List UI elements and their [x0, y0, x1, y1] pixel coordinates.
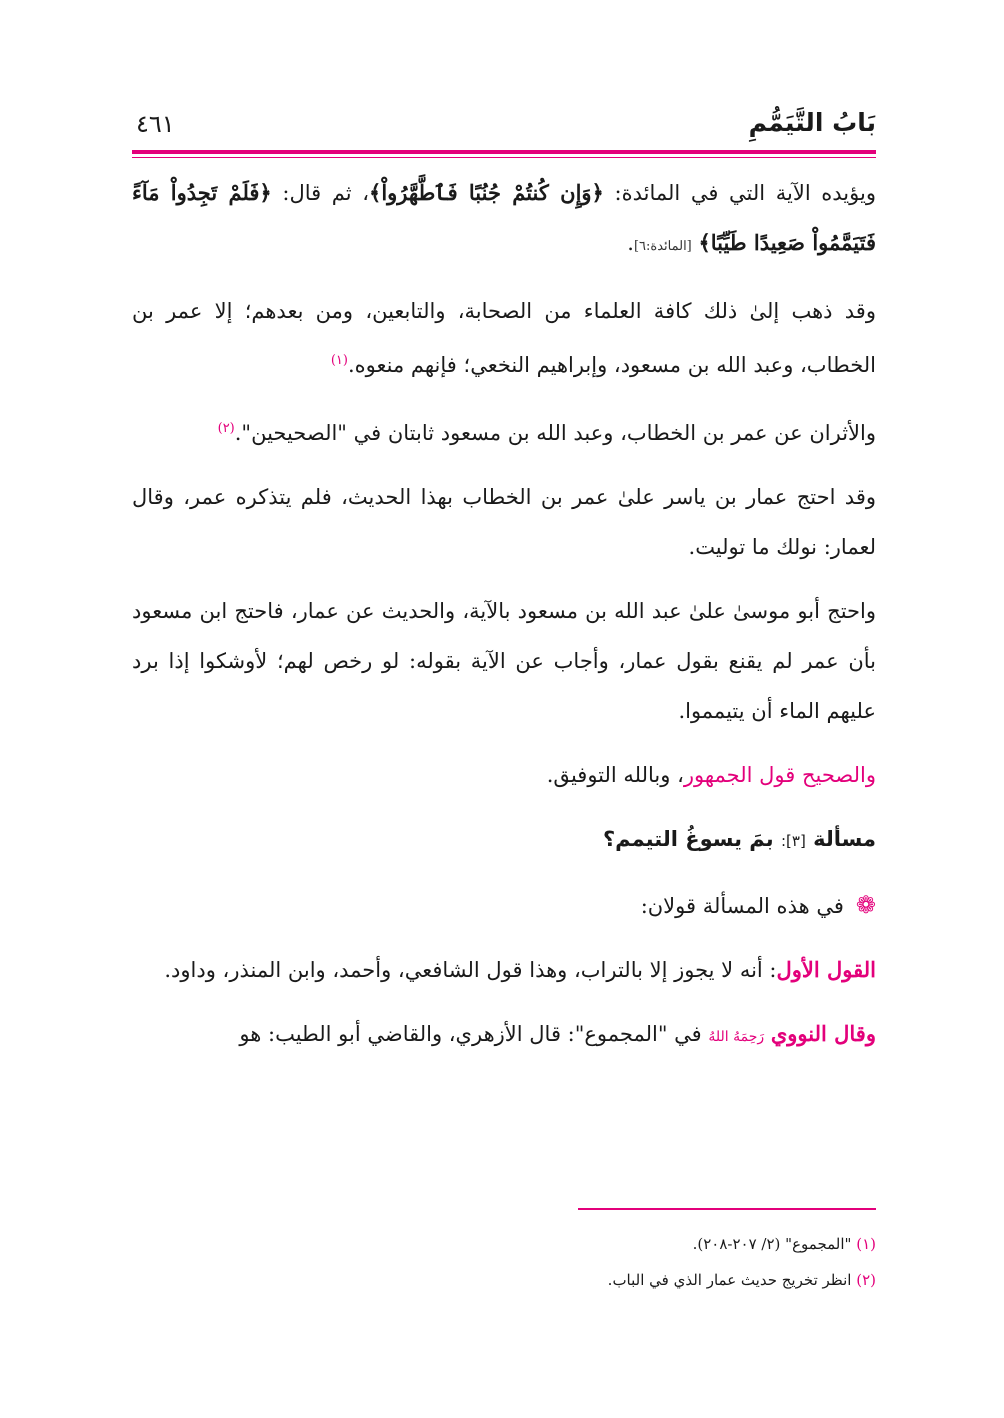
p1-mid: ، ثم قال:: [271, 181, 370, 205]
running-title: بَابُ التَّيَمُّمِ: [748, 108, 876, 137]
page-number: ٤٦١: [136, 110, 175, 138]
p6-rest: ، وبالله التوفيق.: [546, 763, 684, 787]
footnote-separator: [578, 1208, 876, 1210]
paragraph-4: [132, 472, 876, 572]
issue-label: مسألة: [813, 827, 876, 851]
paragraph-3: [132, 404, 876, 458]
paragraph-2: [132, 286, 876, 390]
footnote-number: (١): [856, 1235, 876, 1253]
issue-number: [٣]:: [780, 832, 806, 850]
header-rule-thin: [132, 157, 876, 158]
paragraph-5: [132, 586, 876, 736]
paragraph-1: [132, 168, 876, 272]
p4-text: وقد احتج عمار بن ياسر علىٰ عمر بن الخطاب بهذا الحديث، فلم يتذكره عمر، وقال لعمار: نولك ما توليت.: [132, 485, 876, 559]
paragraph-6: [132, 750, 876, 800]
flower-icon: ❁: [855, 891, 876, 919]
highlighted-conclusion: والصحيح قول الجمهور: [683, 763, 876, 787]
p2-text: وقد ذهب إلىٰ ذلك كافة العلماء من الصحابة، والتابعين، ومن بعدهم؛ إلا عمر بن الخطاب، وعبد الله بن مسعود، وإبراهيم النخعي؛ فإنهم منعوه.: [132, 299, 876, 377]
footnote-text: انظر تخريج حديث عمار الذي في الباب.: [607, 1271, 852, 1289]
p1-text: ويؤيده الآية التي في المائدة:: [603, 181, 876, 205]
footnote-marker-2[interactable]: (٢): [217, 421, 235, 436]
nawawi-label: وقال النووي: [770, 1021, 876, 1046]
footnote-2: [132, 1262, 876, 1298]
p5-text: واحتج أبو موسىٰ علىٰ عبد الله بن مسعود بالآية، والحديث عن عمار، فاحتج ابن مسعود بأن عمر لم يقنع بقول عمار، وأجاب عن الآية بقوله: لو رخص لهم؛ لأوشكوا إذا برد عليهم الماء أن يتيمموا.: [132, 599, 876, 723]
paragraph-7: [132, 880, 876, 931]
first-opinion-label: القول الأول: [776, 957, 876, 982]
footnote-number: (٢): [856, 1271, 876, 1289]
page-body: [132, 168, 876, 1076]
honorific: رَحِمَهُ اللهُ: [708, 1029, 765, 1045]
issue-heading: [132, 814, 876, 866]
verse-reference: [المائدة:٦]: [633, 239, 692, 254]
header-rule: [132, 150, 876, 154]
p3-text: والأثران عن عمر بن الخطاب، وعبد الله بن مسعود ثابتان في "الصحيحين".: [234, 421, 876, 445]
issue-title: بمَ يسوغُ التيمم؟: [602, 827, 774, 851]
p8-text: : أنه لا يجوز إلا بالتراب، وهذا قول الشافعي، وأحمد، وابن المنذر، وداود.: [164, 958, 777, 982]
paragraph-8: [132, 945, 876, 995]
paragraph-9: [132, 1009, 876, 1062]
page-header: [132, 108, 876, 152]
footnotes: [132, 1226, 876, 1298]
footnote-1: [132, 1226, 876, 1262]
quran-verse-2: ﴿فَلَمْ تَجِدُواْ مَآءً فَتَيَمَّمُواْ صَعِيدًا طَيِّبًا﴾: [132, 180, 876, 255]
p1-end: .: [627, 231, 634, 255]
p7-text: في هذه المسألة قولان:: [640, 894, 844, 918]
footnote-marker-1[interactable]: (١): [330, 353, 348, 368]
footnote-text: "المجموع" (٢/ ٢٠٧-٢٠٨).: [692, 1235, 852, 1253]
p9-text: في "المجموع": قال الأزهري، والقاضي أبو الطيب: هو: [239, 1022, 709, 1046]
quran-verse-1: ﴿وَإِن كُنتُمْ جُنُبًا فَٱطَّهَّرُواْ﴾: [369, 180, 604, 205]
